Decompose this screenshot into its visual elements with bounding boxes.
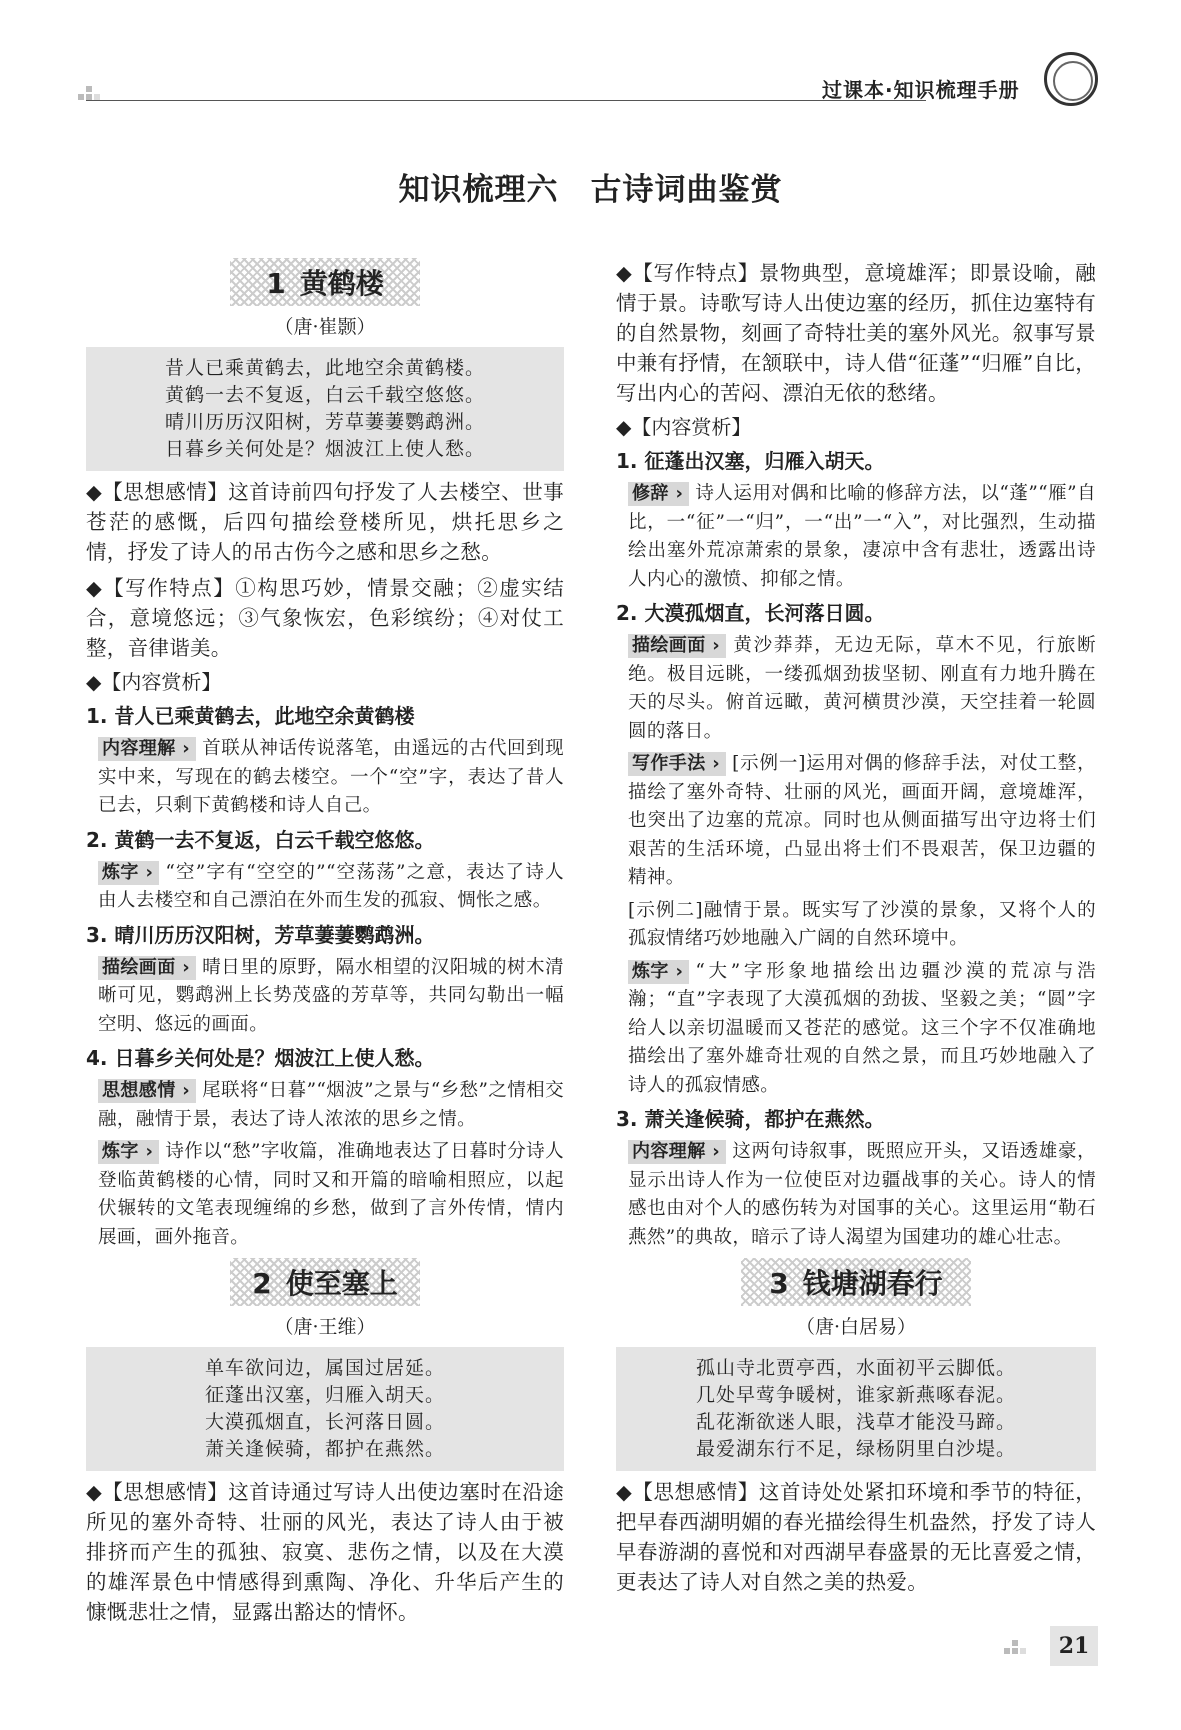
analysis-heading: ◆【内容赏析】 (616, 415, 752, 439)
analysis-item: 3. 萧关逢候骑，都护在燕然。 (616, 1107, 885, 1131)
analysis-note: 炼字 › 诗作以“愁”字收篇，准确地表达了日暮时分诗人登临黄鹤楼的心情，同时又和开篇的暗喻相照应，以起伏辗转的文笔表现缠绵的乡愁，做到了言外传情，情内展画，画外拖音。 (98, 1138, 564, 1252)
analysis-note: 描绘画面 › 晴日里的原野，隔水相望的汉阳城的树木清晰可见，鹦鹉洲上长势茂盛的芳草等，共同勾勒出一幅空明、悠远的画面。 (98, 954, 564, 1040)
analysis-note: 内容理解 › 这两句诗叙事，既照应开头，又语透雄豪，显示出诗人作为一位使臣对边疆战事的关心。诗人的情感也由对个人的感伤转为对国事的关心。这里运用“勒石燕然”的典故，暗示了诗人渴望为国建功的雄心壮志。 (628, 1138, 1096, 1252)
section-title: 3 钱塘湖春行 (741, 1258, 971, 1306)
analysis-item: 2. 大漠孤烟直，长河落日圆。 (616, 601, 885, 625)
note-label: 描绘画面 › (98, 956, 196, 980)
emotion-paragraph: ◆【思想感情】这首诗前四句抒发了人去楼空、世事苍茫的感慨，后四句描绘登楼所见，烘托思乡之情，抒发了诗人的吊古伤今之感和思乡之愁。 (86, 480, 564, 564)
page-title: 知识梳理六 古诗词曲鉴赏 (398, 172, 783, 208)
note-label: 炼字 › (98, 861, 159, 885)
poem-author: （唐·白居易） (795, 1316, 917, 1338)
right-column (616, 258, 1096, 1597)
poem-text: 孤山寺北贾亭西，水面初平云脚低。 几处早莺争暖树，谁家新燕啄春泥。 乱花渐欲迷人眼，浅草才能没马蹄。 最爱湖东行不足，绿杨阴里白沙堤。 (616, 1347, 1096, 1471)
poem-author: （唐·王维） (274, 1316, 376, 1338)
analysis-note: [示例二]融情于景。既实写了沙漠的景象，又将个人的孤寂情绪巧妙地融入广阔的自然环境中。 (628, 899, 1096, 949)
note-label: 描绘画面 › (628, 634, 726, 658)
publisher-logo-icon (1044, 52, 1098, 106)
analysis-note: 炼字 › “空”字有“空空的”“空荡荡”之意，表达了诗人由人去楼空和自己漂泊在外而生发的孤寂、惆怅之感。 (98, 859, 564, 916)
note-label: 炼字 › (628, 960, 689, 984)
section-title: 1 黄鹤楼 (230, 258, 420, 306)
note-label: 内容理解 › (98, 737, 196, 761)
analysis-item: 2. 黄鹤一去不复返，白云千载空悠悠。 (86, 827, 435, 852)
emotion-paragraph: ◆【思想感情】这首诗处处紧扣环境和季节的特征，把早春西湖明媚的春光描绘得生机盎然，抒发了诗人早春游湖的喜悦和对西湖早春盛景的无比喜爱之情，更表达了诗人对自然之美的热爱。 (616, 1480, 1096, 1594)
note-label: 炼字 › (98, 1140, 159, 1164)
analysis-note: 内容理解 › 首联从神话传说落笔，由遥远的古代回到现实中来，写现在的鹤去楼空。一个“空”字，表达了昔人已去，只剩下黄鹤楼和诗人自己。 (98, 735, 564, 821)
analysis-item: 1. 昔人已乘黄鹤去，此地空余黄鹤楼 (86, 704, 415, 728)
analysis-note: 写作手法 › [示例一]运用对偶的修辞手法，对仗工整，描绘了塞外奇特、壮丽的风光，画面开阔，意境雄浑，也突出了边塞的荒凉。同时也从侧面描写出守边将士们艰苦的生活环境，凸显出将士们不畏艰苦，保卫边疆的精神。 (628, 750, 1096, 893)
note-label: 修辞 › (628, 482, 689, 506)
note-label: 思想感情 › (98, 1079, 196, 1103)
footer-decoration (1004, 1640, 1044, 1660)
note-label: 写作手法 › (628, 752, 726, 776)
analysis-heading: ◆【内容赏析】 (86, 670, 222, 694)
header-decoration (78, 82, 118, 106)
poem-author: （唐·崔颢） (274, 316, 376, 338)
header-title: 过课本·知识梳理手册 (822, 78, 1020, 102)
left-column (86, 258, 564, 1627)
analysis-note: 描绘画面 › 黄沙莽莽，无边无际，草木不见，行旅断绝。极目远眺，一缕孤烟劲拔坚韧、刚直有力地升腾在天的尽头。俯首远瞰，黄河横贯沙漠，天空挂着一轮圆圆的落日。 (628, 632, 1096, 746)
page-number: 21 (1050, 1626, 1098, 1666)
analysis-item: 1. 征蓬出汉塞，归雁入胡天。 (616, 449, 885, 473)
analysis-note: 炼字 › “大”字形象地描绘出边疆沙漠的荒凉与浩瀚；“直”字表现了大漠孤烟的劲拔、坚毅之美；“圆”字给人以亲切温暖而又苍茫的感觉。这三个字不仅准确地描绘出了塞外雄奇壮观的自然之景，而且巧妙地融入了诗人的孤寂情感。 (628, 958, 1096, 1101)
analysis-note: 修辞 › 诗人运用对偶和比喻的修辞方法，以“蓬”“雁”自比，一“征”一“归”，一“出”一“入”，对比强烈，生动描绘出塞外荒凉萧索的景象，凄凉中含有悲壮，透露出诗人内心的激愤、抑郁之情。 (628, 480, 1096, 594)
analysis-note: 思想感情 › 尾联将“日暮”“烟波”之景与“乡愁”之情相交融，融情于景，表达了诗人浓浓的思乡之情。 (98, 1077, 564, 1134)
poem-text: 单车欲问边，属国过居延。 征蓬出汉塞，归雁入胡天。 大漠孤烟直，长河落日圆。 萧关逢候骑，都护在燕然。 (86, 1347, 564, 1471)
note-label: 内容理解 › (628, 1140, 726, 1164)
emotion-paragraph: ◆【思想感情】这首诗通过写诗人出使边塞时在沿途所见的塞外奇特、壮丽的风光，表达了诗人由于被排挤而产生的孤独、寂寞、悲伤之情，以及在大漠的雄浑景色中情感得到熏陶、净化、升华后产生的慷慨悲壮之情，显露出豁达的情怀。 (86, 1480, 564, 1624)
writing-feature-paragraph: ◆【写作特点】①构思巧妙，情景交融；②虚实结合，意境悠远；③气象恢宏，色彩缤纷；④对仗工整，音律谐美。 (86, 576, 564, 660)
analysis-item: 4. 日暮乡关何处是？烟波江上使人愁。 (86, 1046, 435, 1070)
section-title: 2 使至塞上 (230, 1258, 420, 1306)
poem-text: 昔人已乘黄鹤去，此地空余黄鹤楼。 黄鹤一去不复返，白云千载空悠悠。 晴川历历汉阳树，芳草萋萋鹦鹉洲。 日暮乡关何处是？烟波江上使人愁。 (86, 347, 564, 471)
header-rule (86, 100, 926, 101)
writing-feature-paragraph: ◆【写作特点】景物典型，意境雄浑；即景设喻，融情于景。诗歌写诗人出使边塞的经历，抓住边塞特有的自然景物，刻画了奇特壮美的塞外风光。叙事写景中兼有抒情，在颔联中，诗人借“征蓬”“归雁”自比，写出内心的苦闷、漂泊无依的愁绪。 (616, 261, 1096, 405)
analysis-item: 3. 晴川历历汉阳树，芳草萋萋鹦鹉洲。 (86, 922, 435, 947)
